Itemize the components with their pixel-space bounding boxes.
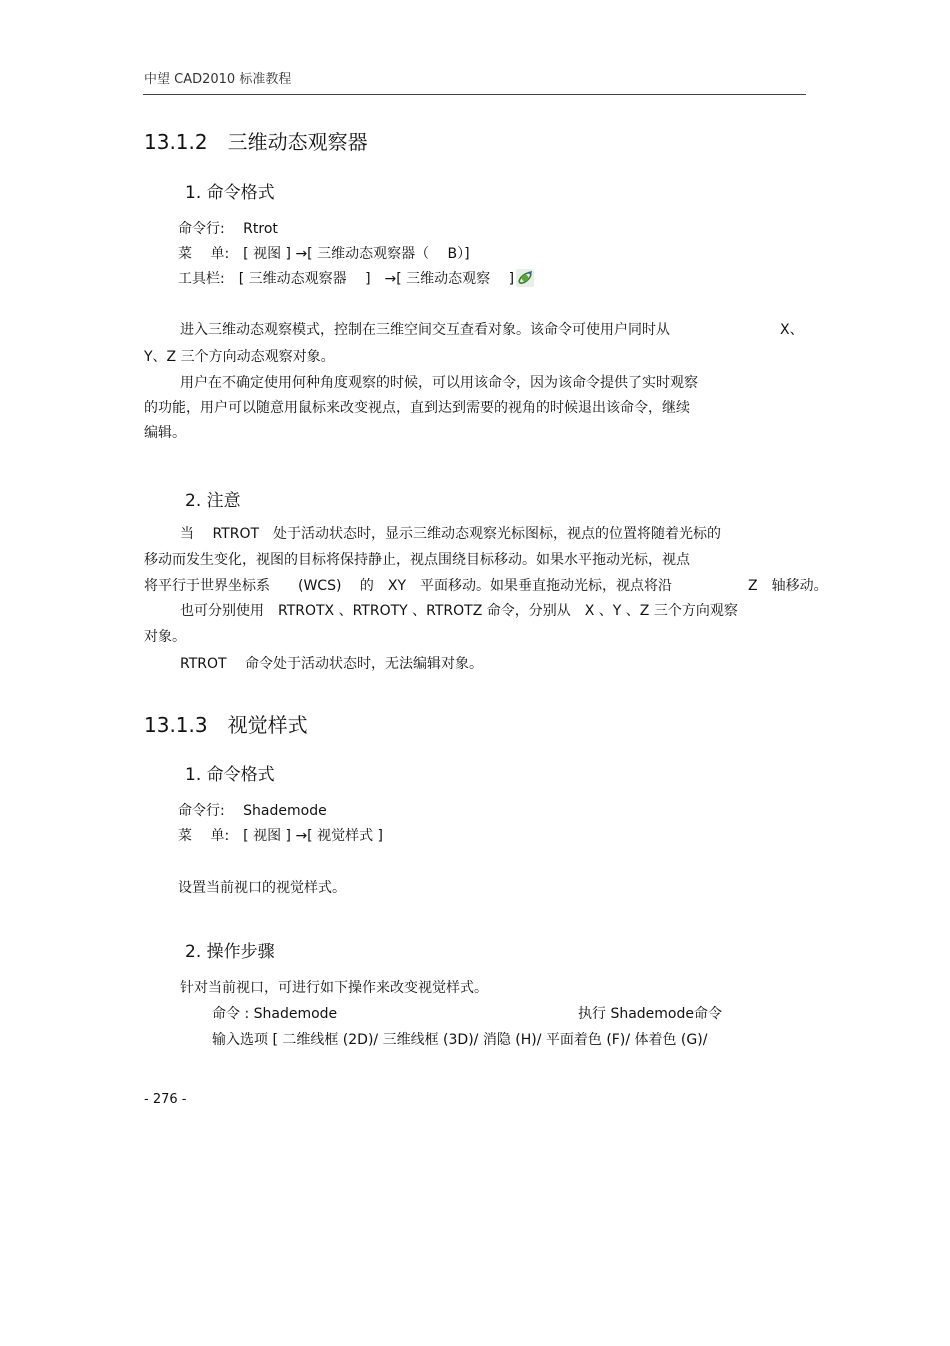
toolbar-line: [178, 268, 534, 288]
page-number: - 276 -: [144, 1092, 187, 1107]
menu-line-text: 菜 单: [ 视图 ] →[ 三维动态观察器（ B）]: [178, 246, 470, 262]
menu-line-text-2: 菜 单: [ 视图 ] →[ 视觉样式 ]: [178, 828, 383, 844]
options-line: 输入选项 [ 二维线框 (2D)/ 三维线框 (3D)/ 消隐 (H)/ 平面着色 (F)/ 体着色 (G)/: [212, 1032, 708, 1048]
command-note: 执行 Shademode命令: [578, 1006, 722, 1022]
note-line-2: 移动而发生变化，视图的目标将保持静止，视点围绕目标移动。如果水平拖动光标，视点: [144, 552, 690, 568]
note-line-3: 将平行于世界坐标系 (WCS) 的 XY 平面移动。如果垂直拖动光标，视点将沿: [144, 578, 673, 594]
desc-line-5: 编辑。: [144, 425, 186, 441]
subheading-command-format-2: 1. 命令格式: [185, 765, 275, 785]
command-prompt: 命令 : Shademode: [212, 1006, 338, 1022]
note-line-6: RTROT 命令处于活动状态时，无法编辑对象。: [180, 656, 484, 672]
desc-line-1-tail: X、: [780, 322, 804, 338]
section-title-13-1-3: 13.1.3 视觉样式: [144, 713, 308, 737]
subheading-steps: 2. 操作步骤: [185, 942, 275, 962]
note-line-5: 对象。: [144, 629, 186, 645]
note-line-3-tail: Z 轴移动。: [748, 578, 828, 594]
note-line-4: 也可分别使用 RTROTX 、RTROTY 、RTROTZ 命令，分别从 X 、Y 、Z 三个方向观察: [180, 603, 738, 619]
3d-orbit-icon: [516, 269, 534, 287]
desc-line-4: 的功能，用户可以随意用鼠标来改变视点，直到达到需要的视角的时候退出该命令，继续: [144, 400, 690, 416]
command-line-text-2: 命令行: Shademode: [178, 803, 327, 819]
command-line-text: 命令行: Rtrot: [178, 221, 278, 237]
subheading-command-format: 1. 命令格式: [185, 183, 275, 203]
running-header: 中望 CAD2010 标准教程: [144, 72, 292, 87]
desc-line-1: 进入三维动态观察模式，控制在三维空间交互查看对象。该命令可使用户同时从: [180, 322, 670, 338]
toolbar-line-text: 工具栏: [ 三维动态观察器 ] →[ 三维动态观察 ]: [178, 271, 515, 287]
subheading-note: 2. 注意: [185, 491, 241, 511]
note-line-1: 当 RTROT 处于活动状态时，显示三维动态观察光标图标，视点的位置将随着光标的: [180, 526, 722, 542]
desc-line-3: 用户在不确定使用何种角度观察的时候，可以用该命令，因为该命令提供了实时观察: [180, 375, 698, 391]
header-rule: [143, 94, 806, 95]
section-title-13-1-2: 13.1.2 三维动态观察器: [144, 130, 368, 154]
visual-style-desc: 设置当前视口的视觉样式。: [178, 880, 346, 896]
desc-line-2: Y、Z 三个方向动态观察对象。: [144, 349, 335, 365]
steps-intro: 针对当前视口，可进行如下操作来改变视觉样式。: [180, 980, 488, 996]
